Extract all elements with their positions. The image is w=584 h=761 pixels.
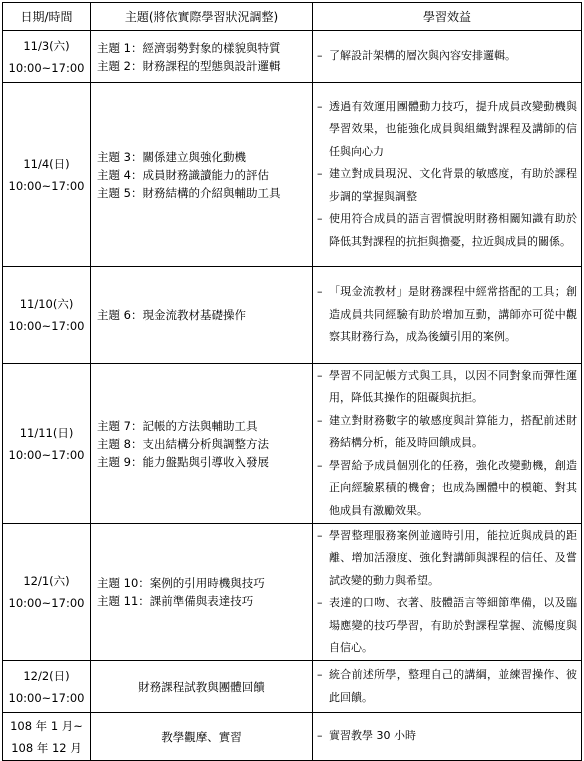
date-cell: [3, 713, 91, 761]
time-text: 10:00~17:00: [8, 319, 85, 333]
outcome-item: – 建立對成員現況、文化背景的敏感度，有助於課程步調的掌握與調整: [317, 163, 577, 208]
topic-cell: [91, 713, 313, 761]
date-cell: [3, 31, 91, 83]
outcome-cell: [313, 31, 582, 83]
table-row: [3, 83, 582, 267]
topic-cell: [91, 364, 313, 524]
date-text: 12/2(日): [23, 668, 70, 683]
outcome-cell: [313, 524, 582, 661]
topic-item: 主題 3：關係建立與強化動機: [97, 149, 246, 164]
topic-item: 財務課程試教與團體回饋: [138, 679, 265, 694]
date-cell: [3, 364, 91, 524]
table-row: [3, 524, 582, 661]
time-text: 10:00~17:00: [8, 447, 85, 462]
outcome-cell: [313, 713, 582, 761]
date-cell: [3, 83, 91, 267]
outcome-item: – 學習整理服務案例並適時引用，能拉近與成員的距離、增加活潑度、強化對講師與課程的信任、及嘗試改變的動力與希望。: [317, 525, 577, 593]
date-text: 11/4(日): [23, 156, 70, 171]
date-text: 11/10(六): [19, 297, 74, 311]
time-text: 10:00~17:00: [8, 178, 85, 193]
topic-item: 主題 1：經濟弱勢對象的樣貌與特質: [97, 40, 281, 55]
outcome-cell: [313, 364, 582, 524]
header-topic: 主題(將依實際學習狀況調整): [91, 3, 313, 31]
header-outcome: 學習效益: [313, 3, 582, 31]
time-text: 10:00~17:00: [8, 596, 85, 610]
outcome-cell: [313, 661, 582, 713]
time-text: 10:00~17:00: [8, 60, 85, 75]
header-row: [3, 3, 582, 31]
topic-cell: [91, 661, 313, 713]
header-date: 日期/時間: [3, 3, 91, 31]
table-row: [3, 661, 582, 713]
outcome-item: – 實習教學 30 小時: [317, 725, 577, 748]
date-cell: [3, 524, 91, 661]
table-row: [3, 713, 582, 761]
topic-item: 教學觀摩、實習: [161, 729, 242, 744]
topic-item: 主題 4：成員財務識讀能力的評估: [97, 167, 269, 182]
topic-item: 主題 2：財務課程的型態與設計邏輯: [97, 58, 281, 73]
topic-item: 主題 8：支出結構分析與調整方法: [97, 436, 269, 451]
date-cell: [3, 267, 91, 364]
table-row: [3, 31, 582, 83]
topic-cell: [91, 31, 313, 83]
outcome-item: – 透過有效運用團體動力技巧，提升成員改變動機與學習效果，也能強化成員與組織對課程及講師的信任與向心力: [317, 96, 577, 164]
date-text: 12/1(六): [23, 574, 70, 588]
topic-item: 主題 10：案例的引用時機與技巧: [97, 576, 265, 590]
outcome-item: – 了解設計架構的層次與內容安排邏輯。: [317, 45, 577, 68]
outcome-cell: [313, 83, 582, 267]
date-text: 108 年 1 月~: [10, 718, 83, 733]
table-row: [3, 364, 582, 524]
outcome-item: – 「現金流教材」是財務課程中經常搭配的工具；創造成員共同經驗有助於增加互動，講師亦可從中觀察其財務行為，成為後續引用的案例。: [317, 281, 577, 349]
topic-cell: [91, 524, 313, 661]
schedule-table: [2, 2, 582, 761]
date-text: 11/3(六): [23, 38, 70, 53]
outcome-item: – 統合前述所學，整理自己的講綱，並練習操作、彼此回饋。: [317, 664, 577, 709]
time-text: 108 年 12 月: [11, 740, 82, 755]
outcome-item: – 學習不同記帳方式與工具，以因不同對象而彈性運用，降低其操作的阻礙與抗拒。: [317, 365, 577, 410]
topic-item: 主題 5：財務結構的介紹與輔助工具: [97, 185, 281, 200]
time-text: 10:00~17:00: [8, 690, 85, 705]
outcome-item: – 使用符合成員的語言習慣說明財務相關知識有助於降低其對課程的抗拒與擔憂，拉近與成員的關係。: [317, 208, 577, 253]
date-text: 11/11(日): [19, 425, 74, 440]
topic-cell: [91, 267, 313, 364]
outcome-cell: [313, 267, 582, 364]
outcome-item: – 學習給予成員個別化的任務，強化改變動機，創造正向經驗累積的機會；也成為團體中的模範、對其他成員有激勵效果。: [317, 455, 577, 523]
date-cell: [3, 661, 91, 713]
topic-item: 主題 9：能力盤點與引導收入發展: [97, 454, 269, 469]
topic-item: 主題 11：課前準備與表達技巧: [97, 594, 254, 608]
outcome-item: – 建立對財務數字的敏感度與計算能力，搭配前述財務結構分析，能及時回饋成員。: [317, 410, 577, 455]
outcome-item: – 表達的口吻、衣著、肢體語言等細節準備，以及臨場應變的技巧學習，有助於對課程掌握、流暢度與自信心。: [317, 592, 577, 660]
table-row: [3, 267, 582, 364]
topic-item: 主題 7：記帳的方法與輔助工具: [97, 418, 258, 433]
topic-item: 主題 6：現金流教材基礎操作: [97, 308, 246, 322]
topic-cell: [91, 83, 313, 267]
